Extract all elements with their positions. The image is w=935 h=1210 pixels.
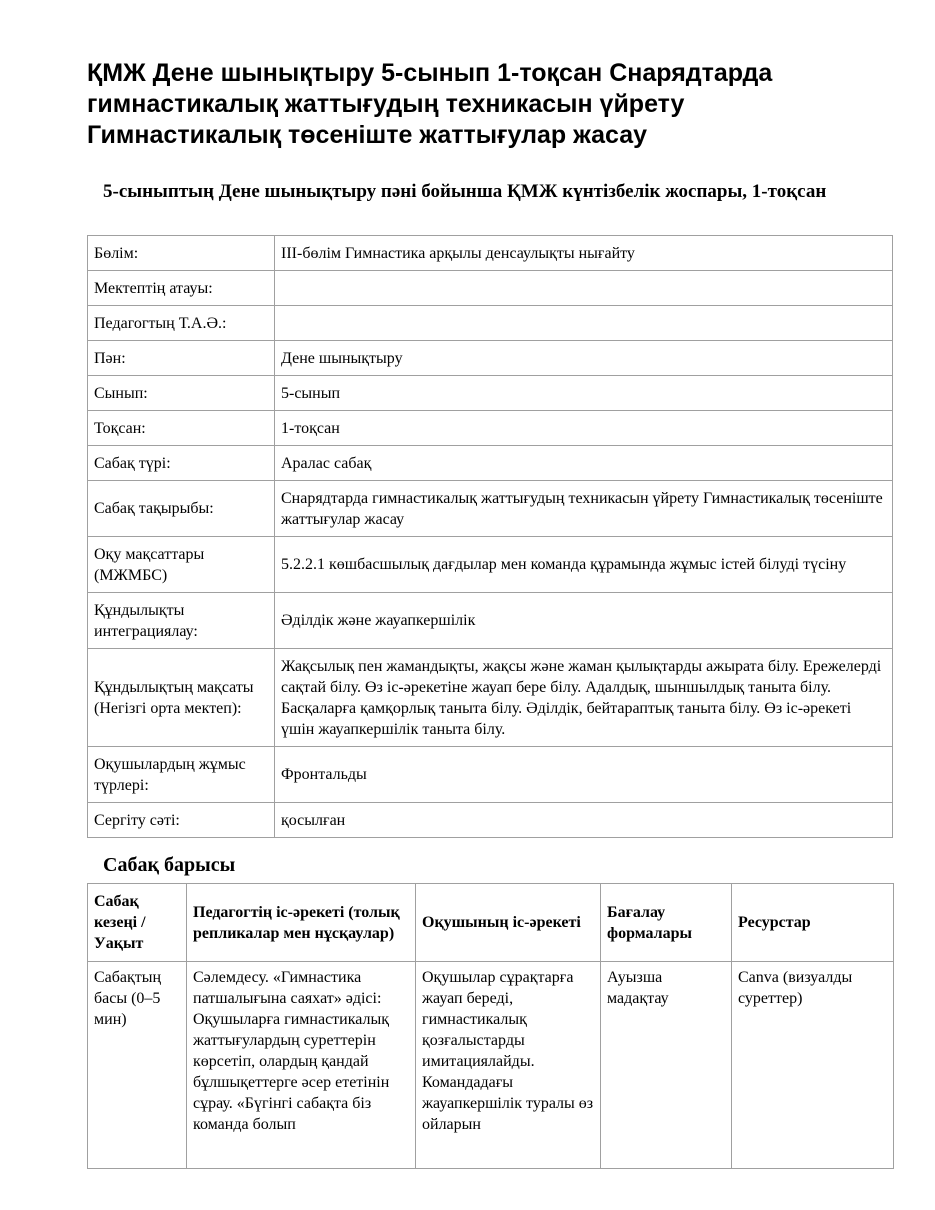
stage-cell <box>88 962 187 1169</box>
row-label: Сабақ тақырыбы: <box>88 481 275 537</box>
table-row <box>88 962 894 1169</box>
table-row <box>88 376 893 411</box>
row-label: Сабақ түрі: <box>88 446 275 481</box>
header-assessment: Бағалау формалары <box>601 884 732 962</box>
table-row <box>88 271 893 306</box>
resources-text: Canva (визуалды суреттер) <box>738 969 853 1007</box>
row-label: Сынып: <box>88 376 275 411</box>
resources-cell <box>732 962 894 1169</box>
table-row <box>88 649 893 747</box>
lesson-flow-table <box>87 883 894 1169</box>
table-row <box>88 747 893 803</box>
row-value: 1-тоқсан <box>275 411 893 446</box>
row-value: Аралас сабақ <box>275 446 893 481</box>
table-header-row <box>88 884 894 962</box>
header-teacher-activity: Педагогтің іс-әрекеті (толық репликалар мен нұсқаулар) <box>187 884 416 962</box>
student-activity-text: Оқушылар сұрақтарға жауап береді, гимнастикалық қозғалыстарды имитациялайды. Командадағы жауапкершілік туралы өз ойларын <box>422 969 594 1133</box>
row-value: Дене шынықтыру <box>275 341 893 376</box>
header-resources: Ресурстар <box>732 884 894 962</box>
row-value: 5-сынып <box>275 376 893 411</box>
assessment-text: Ауызша мадақтау <box>607 969 669 1007</box>
table-row <box>88 411 893 446</box>
header-stage: Сабақ кезеңі / Уақыт <box>88 884 187 962</box>
row-value: қосылған <box>275 803 893 838</box>
row-label: Мектептің атауы: <box>88 271 275 306</box>
plan-subtitle: 5-сыныптың Дене шынықтыру пәні бойынша ҚМЖ күнтізбелік жоспары, 1-тоқсан <box>103 181 827 202</box>
teacher-activity-cell <box>187 962 416 1169</box>
row-label: Сергіту сәті: <box>88 803 275 838</box>
student-activity-cell <box>416 962 601 1169</box>
row-label: Тоқсан: <box>88 411 275 446</box>
table-row <box>88 236 893 271</box>
table-row <box>88 803 893 838</box>
row-label: Құндылықтың мақсаты (Негізгі орта мектеп): <box>88 649 275 747</box>
row-label: Пән: <box>88 341 275 376</box>
row-label: Бөлім: <box>88 236 275 271</box>
table-row <box>88 341 893 376</box>
row-value: Снарядтарда гимнастикалық жаттығудың техникасын үйрету Гимнастикалық төсеніште жаттығулар жасау <box>275 481 893 537</box>
table-row <box>88 306 893 341</box>
row-value <box>275 306 893 341</box>
row-label: Оқу мақсаттары (МЖМБС) <box>88 537 275 593</box>
row-value: Фронтальды <box>275 747 893 803</box>
lesson-flow-heading: Сабақ барысы <box>103 854 236 876</box>
row-value: Әділдік және жауапкершілік <box>275 593 893 649</box>
row-value: ІІІ-бөлім Гимнастика арқылы денсаулықты нығайту <box>275 236 893 271</box>
row-label: Құндылықты интеграциялау: <box>88 593 275 649</box>
document-title: ҚМЖ Дене шынықтыру 5-сынып 1-тоқсан Снарядтарда гимнастикалық жаттығудың техникасын үйрету Гимнастикалық төсеніште жаттығулар жасау <box>87 59 773 149</box>
row-value: Жақсылық пен жамандықты, жақсы және жаман қылықтарды ажырата білу. Ережелерді сақтай білу. Өз іс-әрекетіне жауап бере білу. Адалдық, шыншылдық таныта білу. Басқаларға қамқорлық таныта білу. Әділдік, бейтараптық таныта білу. Өз іс-әрекеті үшін жауапкершілік таныта білу. <box>275 649 893 747</box>
row-label: Оқушылардың жұмыс түрлері: <box>88 747 275 803</box>
row-label: Педагогтың Т.А.Ә.: <box>88 306 275 341</box>
assessment-cell <box>601 962 732 1169</box>
row-value <box>275 271 893 306</box>
row-value: 5.2.2.1 көшбасшылық дағдылар мен команда құрамында жұмыс істей білуді түсіну <box>275 537 893 593</box>
table-row <box>88 481 893 537</box>
stage-text: Сабақтың басы (0–5 мин) <box>94 969 162 1028</box>
lesson-info-table <box>87 235 893 838</box>
teacher-activity-text: Сәлемдесу. «Гимнастика патшалығына саяхат» әдісі: Оқушыларға гимнастикалық жаттығулардың суреттерін көрсетіп, олардың қандай бұлшықеттерге әсер ететінін сұрау. «Бүгінгі сабақта біз команда болып <box>193 969 390 1133</box>
table-row <box>88 446 893 481</box>
header-student-activity: Оқушының іс-әрекеті <box>416 884 601 962</box>
table-row <box>88 593 893 649</box>
table-row <box>88 537 893 593</box>
